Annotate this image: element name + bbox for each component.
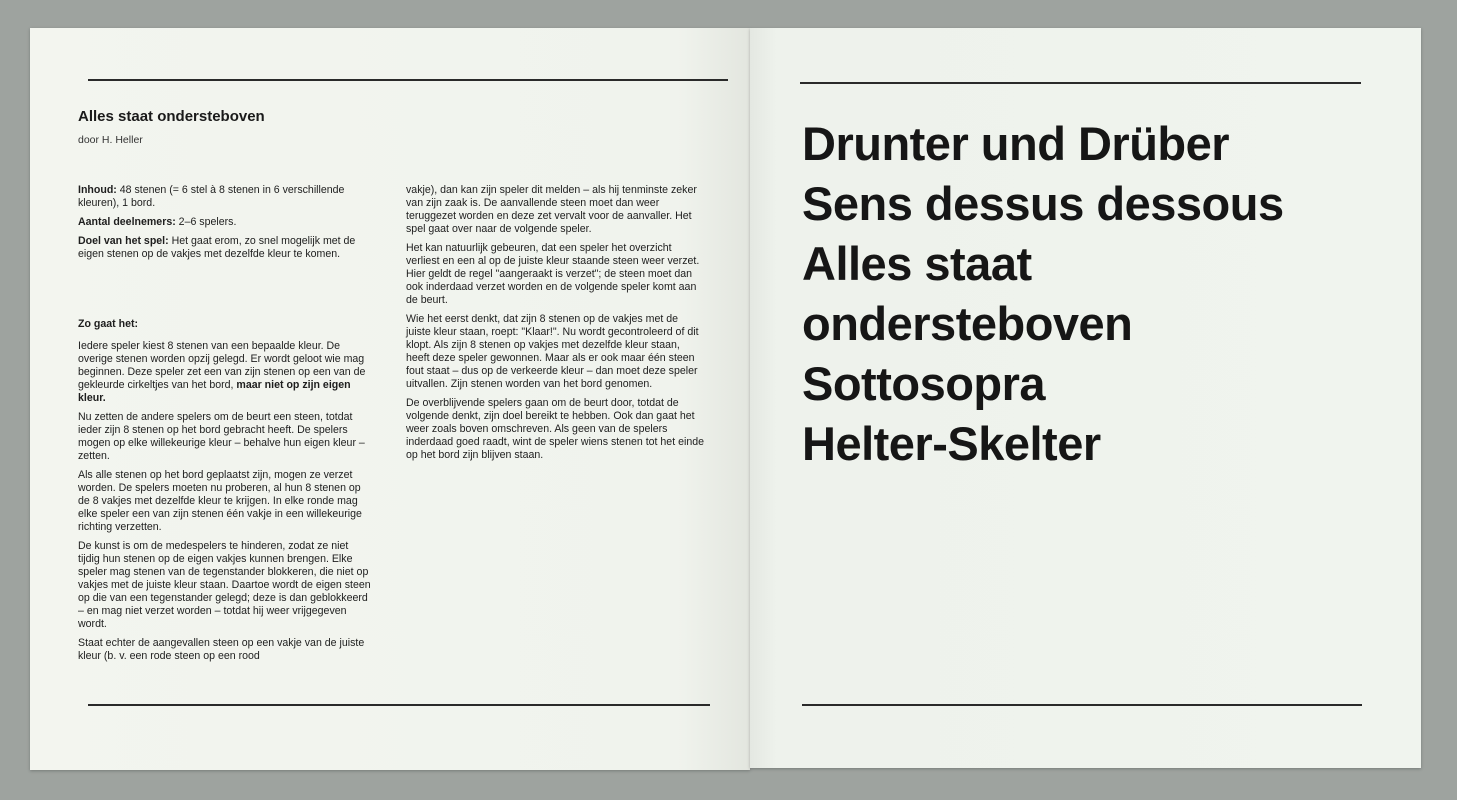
- info-contents: Inhoud: 48 stenen (= 6 stel à 8 stenen in 6 verschillende kleuren), 1 bord.: [78, 184, 345, 209]
- title-list: [802, 114, 1284, 474]
- title-dutch-line-2: ondersteboven: [802, 297, 1133, 350]
- info-goal: Doel van het spel: Het gaat erom, zo snel mogelijk met de eigen stenen op de vakjes met dezelfde kleur te komen.: [78, 235, 356, 260]
- top-rule: [800, 82, 1361, 84]
- rules-paragraph: De overblijvende spelers gaan om de beurt door, totdat de volgende denkt, zijn doel bereikt te hebben. Ook dan gaat het weer zoals boven omschreven. Als geen van de spelers inderdaad goed raadt, wint de speler wiens stenen tot het einde op het bord zijn blijven staan.: [406, 397, 705, 461]
- right-page: [750, 28, 1421, 768]
- rules-paragraph: Als alle stenen op het bord geplaatst zijn, mogen ze verzet worden. De spelers moeten nu proberen, al hun 8 stenen op de 8 vakjes met dezelfde kleur te krijgen. In elke ronde mag elke speler een van zijn stenen één vakje in een willekeurige richting verzetten.: [78, 469, 362, 533]
- rules-paragraph: Iedere speler kiest 8 stenen van een bepaalde kleur. De overige stenen worden opzij gelegd. Er wordt geloot wie mag beginnen. Deze speler zet een van zijn stenen op een van de gekleurde cirkeltjes van het bord, maar niet op zijn eigen kleur.: [78, 340, 366, 404]
- rules-paragraph: Het kan natuurlijk gebeuren, dat een speler het overzicht verliest en een al op de juiste kleur staande steen weer verzet. Hier geldt de regel "aangeraakt is verzet"; de steen moet dan ook inderdaad verzet worden en de volgende speler komt aan de beurt.: [406, 242, 700, 306]
- left-page: [30, 28, 750, 770]
- rules-paragraph: Staat echter de aangevallen steen op een vakje van de juiste kleur (b. v. een rode steen op een rood: [78, 637, 365, 662]
- bottom-rule: [88, 704, 710, 706]
- rules-paragraph: vakje), dan kan zijn speler dit melden – als hij tenminste zeker van zijn zaak is. De aanvallende steen moet dan weer teruggezet worden en deze zet vervalt voor de aanvaller. Het spel gaat over naar de volgende speler.: [406, 184, 697, 235]
- rules-column-1: [78, 340, 373, 669]
- rules-column-2: [406, 184, 704, 468]
- title-german: Drunter und Drüber: [802, 117, 1230, 170]
- section-heading: Zo gaat het:: [78, 318, 139, 330]
- title-french: Sens dessus dessous: [802, 177, 1284, 230]
- rules-paragraph: De kunst is om de medespelers te hinderen, zodat ze niet tijdig hun stenen op de eigen vakjes kunnen brengen. Elke speler mag stenen van de tegenstander blokkeren, die niet op vakjes met de juiste kleur staan. Daartoe wordt de eigen steen op die van een tegenstander gelegd; deze is dan geblokkeerd – en mag niet verzet worden – totdat hij weer vrijgegeven wordt.: [78, 540, 371, 630]
- bottom-rule: [802, 704, 1362, 706]
- top-rule: [88, 79, 728, 81]
- title-italian: Sottosopra: [802, 357, 1046, 410]
- info-players: Aantal deelnemers: 2–6 spelers.: [78, 216, 237, 228]
- rules-paragraph: Nu zetten de andere spelers om de beurt een steen, totdat ieder zijn 8 stenen op het bord gebracht heeft. De spelers mogen op elke willekeurige kleur – behalve hun eigen kleur – zetten.: [78, 411, 365, 462]
- title-dutch-line-1: Alles staat: [802, 237, 1032, 290]
- title-english: Helter-Skelter: [802, 417, 1101, 470]
- rules-paragraph: Wie het eerst denkt, dat zijn 8 stenen op de vakjes met de juiste kleur staan, roept: "Klaar!". Nu wordt gecontroleerd of dit klopt. Als zijn 8 stenen op vakjes met dezelfde kleur staan, heeft deze speler gewonnen. Maar als er ook maar één steen fout staat – dus op de verkeerde kleur – dan moet deze speler uitvallen. Zijn stenen worden van het bord genomen.: [406, 313, 699, 390]
- info-block: [78, 184, 368, 267]
- booklet-title: Alles staat ondersteboven: [78, 108, 265, 125]
- booklet-author: door H. Heller: [78, 134, 143, 146]
